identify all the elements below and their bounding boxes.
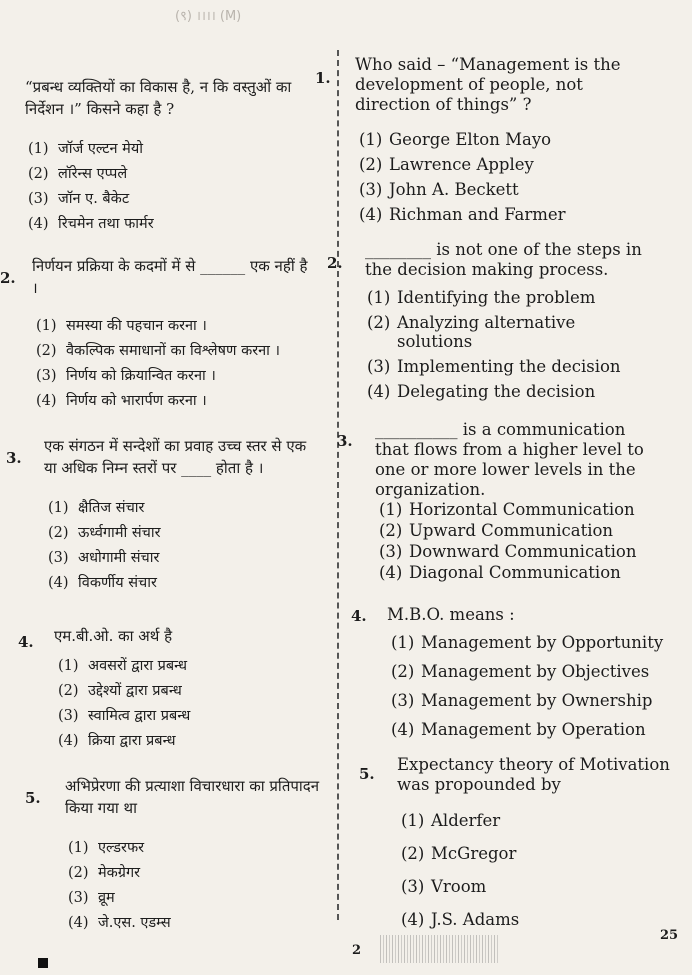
option-number: (1) (391, 633, 415, 652)
option-number: (3) (36, 368, 57, 384)
option[interactable] (36, 315, 280, 340)
option-number: (3) (58, 708, 79, 724)
option[interactable] (391, 720, 663, 749)
option[interactable] (379, 521, 637, 542)
option-text: John A. Beckett (389, 180, 519, 199)
option[interactable] (359, 130, 566, 155)
question-text: M.B.O. means : (387, 605, 515, 624)
option-text: J.S. Adams (431, 910, 520, 929)
option-text: निर्णय को क्रियान्वित करना । (66, 368, 216, 384)
option-number: (2) (58, 683, 79, 699)
option[interactable] (367, 313, 621, 357)
option[interactable] (48, 572, 161, 597)
option-number: (1) (58, 658, 79, 674)
option-number: (1) (36, 318, 57, 334)
option[interactable] (359, 155, 566, 180)
option-number: (4) (391, 720, 415, 739)
option-number: (2) (36, 343, 57, 359)
question-number: 3. (337, 432, 353, 450)
option-number: (4) (68, 915, 89, 931)
option-number: (3) (367, 357, 391, 376)
question-number: 2. (0, 269, 16, 287)
option-text: मेकग्रेगर (98, 865, 141, 881)
option[interactable] (58, 730, 190, 755)
option-text: Downward Communication (409, 542, 637, 561)
option-number: (1) (48, 500, 69, 516)
option-text: Vroom (431, 877, 487, 896)
option-number: (1) (401, 811, 425, 830)
question-text: ________ is not one of the steps in the decision making process. (365, 240, 642, 279)
option[interactable] (68, 912, 171, 937)
option[interactable] (28, 188, 154, 213)
option-text: Management by Operation (421, 720, 646, 739)
question-text: __________ is a communication that flows from a higher level to one or more lower levels in the organization. (375, 420, 644, 499)
option-number: (2) (367, 313, 391, 332)
option[interactable] (28, 213, 154, 238)
option[interactable] (68, 837, 171, 862)
options-list (401, 811, 519, 943)
option-text: Management by Ownership (421, 691, 653, 710)
option-text: Identifying the problem (397, 288, 596, 307)
option-number: (1) (28, 141, 49, 157)
option-text: एल्डरफर (98, 840, 145, 856)
options-list (68, 837, 171, 937)
option-text: क्रिया द्वारा प्रबन्ध (88, 733, 176, 749)
option-number: (3) (359, 180, 383, 199)
option[interactable] (58, 655, 190, 680)
page-number-right: 25 (660, 928, 679, 943)
option-number: (4) (28, 216, 49, 232)
question-number: 2. (327, 254, 343, 272)
option-text: व्रूम (98, 890, 115, 906)
question-number: 4. (18, 633, 34, 651)
option[interactable] (48, 547, 161, 572)
header-stamp: (९) ।।।। (M) (175, 9, 242, 24)
question-number: 1. (315, 69, 331, 87)
option[interactable] (28, 138, 154, 163)
option-number: (4) (58, 733, 79, 749)
option-text: उद्देश्यों द्वारा प्रबन्ध (88, 683, 182, 699)
option-text: Alderfer (431, 811, 501, 830)
option-number: (2) (391, 662, 415, 681)
options-list (28, 138, 154, 238)
option[interactable] (359, 205, 566, 230)
options-list (48, 497, 161, 597)
question-number: 5. (359, 765, 375, 783)
options-list (391, 633, 663, 749)
question-text: एक संगठन में सन्देशों का प्रवाह उच्च स्तर से एक या अधिक निम्न स्तरों पर ____ होता है । (44, 437, 307, 477)
option[interactable] (36, 365, 280, 390)
option-number: (3) (379, 542, 403, 561)
option-number: (1) (367, 288, 391, 307)
option-number: (4) (367, 382, 391, 401)
question-number: 5. (25, 789, 41, 807)
option-text: Upward Communication (409, 521, 614, 540)
option-text: Lawrence Appley (389, 155, 534, 174)
option[interactable] (68, 887, 171, 912)
option[interactable] (48, 497, 161, 522)
option-number: (4) (401, 910, 425, 929)
option-text: जॉर्ज एल्टन मेयो (58, 141, 144, 157)
option-number: (4) (379, 563, 403, 582)
option-number: (3) (68, 890, 89, 906)
option[interactable] (367, 288, 621, 313)
option[interactable] (401, 877, 519, 910)
question-text: अभिप्रेरणा की प्रत्याशा विचारधारा का प्रतिपादन किया गया था (65, 777, 320, 817)
option[interactable] (48, 522, 161, 547)
option-number: (2) (359, 155, 383, 174)
option-number: (2) (28, 166, 49, 182)
option-text: Implementing the decision (397, 357, 621, 376)
option-text: McGregor (431, 844, 517, 863)
option[interactable] (379, 500, 637, 521)
option[interactable] (359, 180, 566, 205)
option-number: (1) (379, 500, 403, 519)
option-number: (2) (401, 844, 425, 863)
option-number: (1) (68, 840, 89, 856)
option-text: जॉन ए. बैकेट (58, 191, 130, 207)
options-list (58, 655, 190, 755)
option-text: Analyzing alternative solutions (397, 313, 576, 351)
option-text: Horizontal Communication (409, 500, 635, 519)
option[interactable] (367, 357, 621, 382)
page-number-center: 2 (352, 943, 362, 958)
option-text: लॉरेन्स एप्पले (58, 166, 128, 182)
option-number: (1) (359, 130, 383, 149)
question-text: Who said – “Management is the development of people, not direction of things” ? (355, 55, 621, 114)
barcode-strip (380, 935, 500, 963)
options-list (379, 500, 637, 584)
option-number: (3) (48, 550, 69, 566)
option[interactable] (36, 390, 280, 415)
option-text: क्षैतिज संचार (78, 500, 145, 516)
option[interactable] (58, 680, 190, 705)
option[interactable] (401, 811, 519, 844)
option-text: Management by Opportunity (421, 633, 664, 652)
option[interactable] (36, 340, 280, 365)
option-number: (4) (36, 393, 57, 409)
option-number: (4) (48, 575, 69, 591)
option[interactable] (379, 542, 637, 563)
question-text: Expectancy theory of Motivation was propounded by (397, 755, 670, 794)
option-number: (2) (68, 865, 89, 881)
options-list (367, 288, 621, 407)
option-text: अधोगामी संचार (78, 550, 160, 566)
option[interactable] (367, 382, 621, 407)
options-list (359, 130, 566, 230)
option[interactable] (379, 563, 637, 584)
question-text: एम.बी.ओ. का अर्थ है (54, 627, 173, 645)
option-text: अवसरों द्वारा प्रबन्ध (88, 658, 188, 674)
option[interactable] (391, 633, 663, 662)
option-number: (2) (48, 525, 69, 541)
option-text: George Elton Mayo (389, 130, 552, 149)
corner-square-mark (38, 958, 48, 968)
column-divider (337, 50, 339, 920)
option-number: (3) (391, 691, 415, 710)
option[interactable] (68, 862, 171, 887)
question-number: 3. (6, 449, 22, 467)
option-text: Richman and Farmer (389, 205, 566, 224)
option-number: (2) (379, 521, 403, 540)
question-number: 4. (351, 607, 367, 625)
option-text: स्वामित्व द्वारा प्रबन्ध (88, 708, 191, 724)
option-number: (3) (28, 191, 49, 207)
option-text: ऊर्ध्वगामी संचार (78, 525, 161, 541)
option-text: Delegating the decision (397, 382, 596, 401)
option-text: समस्या की पहचान करना । (66, 318, 207, 334)
option-number: (4) (359, 205, 383, 224)
option-text: Management by Objectives (421, 662, 650, 681)
question-text: “प्रबन्ध व्यक्तियों का विकास है, न कि वस्तुओं का निर्देशन ।” किसने कहा है ? (25, 78, 292, 118)
option-text: रिचमेन तथा फार्मर (58, 216, 154, 232)
option-text: वैकल्पिक समाधानों का विश्लेषण करना । (66, 343, 281, 359)
option-text: निर्णय को भारार्पण करना । (66, 393, 207, 409)
option[interactable] (391, 662, 663, 691)
option-text: Diagonal Communication (409, 563, 621, 582)
option[interactable] (401, 844, 519, 877)
option[interactable] (28, 163, 154, 188)
question-text: निर्णयन प्रक्रिया के कदमों में से ______ एक नहीं है । (32, 257, 308, 297)
option-text: विकर्णीय संचार (78, 575, 157, 591)
option[interactable] (58, 705, 190, 730)
options-list (36, 315, 280, 415)
option-text: जे.एस. एडम्स (98, 915, 171, 931)
option-number: (3) (401, 877, 425, 896)
option[interactable] (391, 691, 663, 720)
